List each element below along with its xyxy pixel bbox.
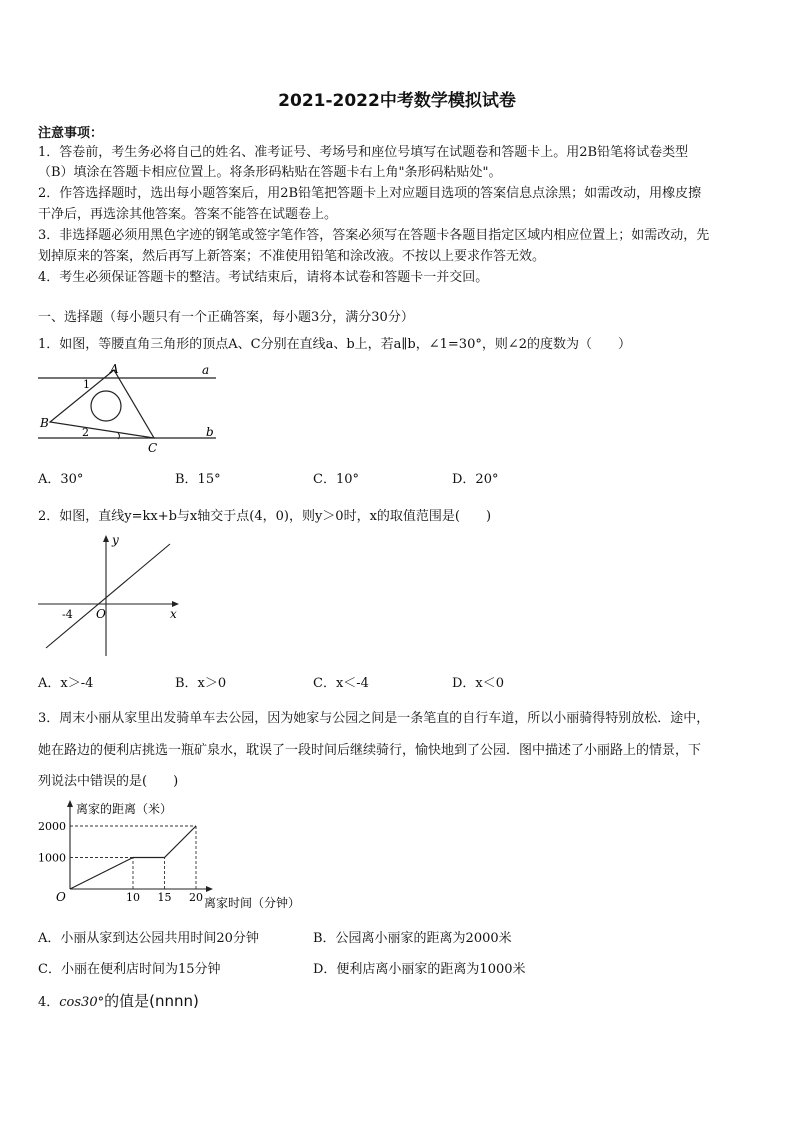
q1-option-c: C．10° (313, 472, 359, 487)
angle-2-arc (118, 433, 120, 439)
x-axis-label: x (170, 607, 177, 621)
q2-figure (36, 530, 186, 660)
q2-option-b: B．x＞0 (175, 676, 227, 691)
x-axis-arrow (206, 886, 213, 892)
q2-stem: 2．如图，直线y=kx+b与x轴交于点(4，0)，则y＞0时，x的取值范围是( ) (38, 509, 492, 524)
y-axis-arrow (67, 800, 73, 807)
q3-option-b: B．公园离小丽家的距离为2000米 (313, 931, 512, 946)
page-title: 2021-2022中考数学模拟试卷 (278, 91, 516, 111)
y-axis-label: y (112, 533, 119, 547)
intercept-label: -4 (62, 608, 73, 621)
q2-option-a: A．x＞-4 (38, 676, 94, 691)
q2-option-d: D．x＜0 (452, 676, 505, 691)
q4-expression: cos30° (59, 995, 105, 1010)
notice-line-4: 干净后，再选涂其他答案。答案不能答在试题卷上。 (38, 207, 338, 222)
q3-option-c: C．小丽在便利店时间为15分钟 (38, 962, 221, 977)
vertex-b-label: B (40, 416, 49, 430)
notice-line-3: 2．作答选择题时，选出每小题答案后，用2B铅笔把答题卡上对应题目选项的答案信息点涂黑；如需改动，用橡皮擦 (38, 186, 702, 201)
chart-origin-label: O (56, 890, 66, 904)
line-y-kx-b (46, 544, 170, 648)
q1-figure (36, 360, 226, 456)
x-axis-title: 离家时间（分钟） (204, 896, 301, 910)
vertex-a-label: A (110, 362, 119, 376)
angle-1-label: 1 (83, 378, 90, 391)
q1-option-b: B．15° (175, 472, 221, 487)
q4-text: 的值是(nnnn) (104, 992, 199, 1010)
q3-option-a: A．小丽从家到达公园共用时间20分钟 (38, 931, 259, 946)
q2-option-c: C．x＜-4 (313, 676, 369, 691)
y-axis-title: 离家的距离（米） (76, 802, 173, 816)
notice-heading: 注意事项： (38, 126, 104, 141)
q3-stem-line-2: 她在路边的便利店挑选一瓶矿泉水，耽误了一段时间后继续骑行，愉快地到了公园．图中描述了小丽路上的情景，下 (38, 743, 702, 758)
angle-2-label: 2 (82, 426, 89, 439)
x-tick-label: 15 (157, 891, 172, 904)
q1-stem: 1．如图，等腰直角三角形的顶点A、C分别在直线a、b上，若a∥b，∠1=30°，则∠2的度数为（ ） (38, 337, 632, 352)
q1-option-a: A．30° (38, 472, 84, 487)
q3-stem-line-3: 列说法中错误的是( ) (38, 774, 179, 789)
q1-option-d: D．20° (452, 472, 499, 487)
notice-line-7: 4．考生必须保证答题卡的整洁。考试结束后，请将本试卷和答题卡一并交回。 (38, 270, 489, 285)
line-b-label: b (206, 425, 214, 439)
line-a-label: a (202, 363, 210, 377)
x-tick-label: 20 (189, 891, 203, 904)
vertex-c-label: C (148, 441, 158, 455)
notice-line-5: 3．非选择题必须用黑色字迹的钢笔或签字笔作答，答案必须写在答题卡各题目指定区域内相应位置上；如需改动，先 (38, 228, 710, 243)
q4-number: 4． (38, 995, 60, 1010)
q3-stem-line-1: 3．周末小丽从家里出发骑单车去公园，因为她家与公园之间是一条笔直的自行车道，所以小丽骑得特别放松．途中， (38, 711, 710, 726)
y-axis-arrow (103, 535, 109, 542)
section-heading: 一、选择题（每小题只有一个正确答案，每小题3分，满分30分） (38, 310, 414, 325)
notice-line-2: （B）填涂在答题卡相应位置上。将条形码粘贴在答题卡右上角"条形码粘贴处"。 (38, 165, 502, 180)
distance-series-line (70, 826, 196, 889)
triangle (50, 370, 154, 438)
x-tick-label: 10 (126, 891, 140, 904)
q4-stem (38, 990, 199, 1011)
notice-line-1: 1．答卷前，考生务必将自己的姓名、准考证号、考场号和座位号填写在试题卷和答题卡上。用2B铅笔将试卷类型 (38, 145, 689, 160)
origin-label: O (96, 607, 106, 621)
q3-option-d: D．便利店离小丽家的距离为1000米 (313, 962, 526, 977)
y-tick-label: 2000 (38, 820, 66, 833)
triangle-hole (91, 391, 121, 421)
notice-line-6: 划掉原来的答案，然后再写上新答案；不准使用铅笔和涂改液。不按以上要求作答无效。 (38, 249, 546, 264)
y-tick-label: 1000 (38, 851, 66, 865)
q3-chart (30, 797, 330, 915)
